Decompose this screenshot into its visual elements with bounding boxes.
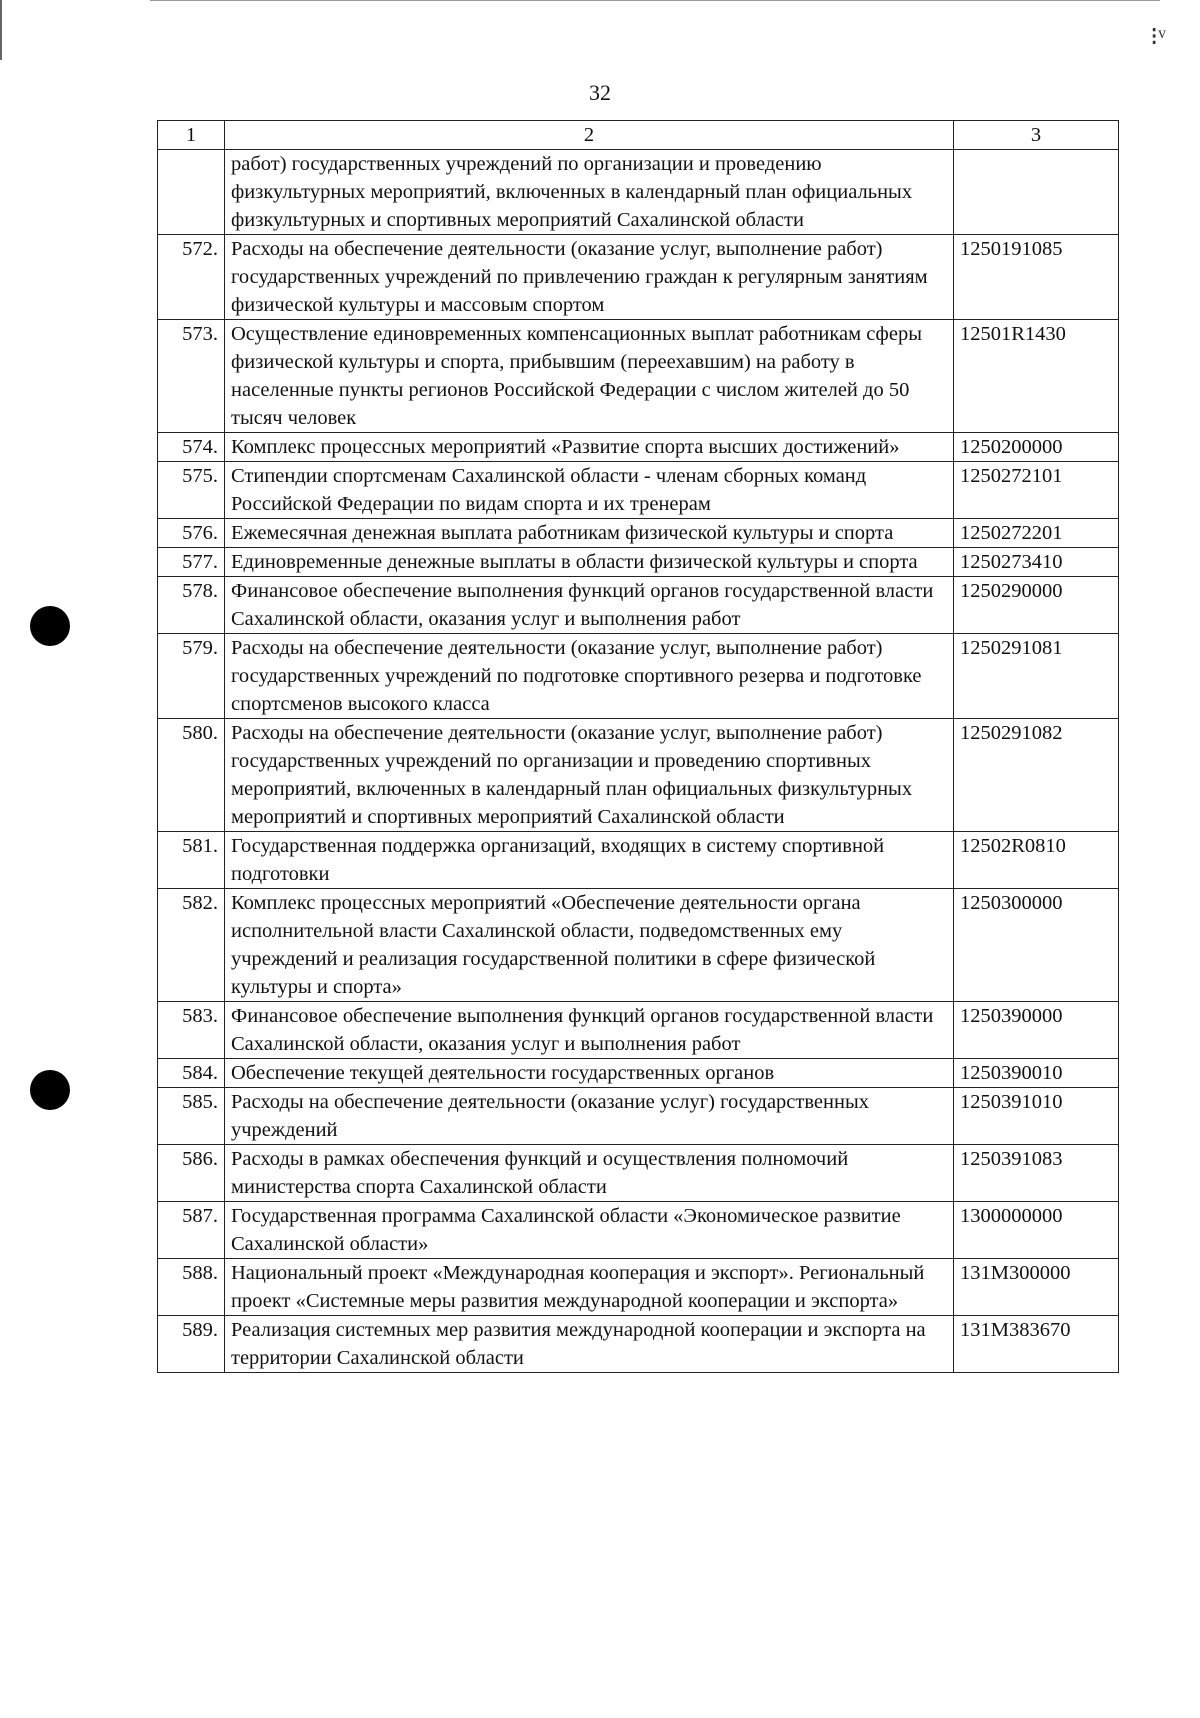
column-header-description: 2 bbox=[225, 121, 954, 150]
column-header-number: 1 bbox=[158, 121, 225, 150]
row-description-cell: Ежемесячная денежная выплата работникам физической культуры и спорта bbox=[225, 519, 954, 548]
row-code-cell bbox=[954, 150, 1119, 235]
row-description-cell: Национальный проект «Международная кооперация и экспорт». Региональный проект «Системные меры развития международной кооперации и экспорта» bbox=[225, 1259, 954, 1316]
table-row bbox=[158, 634, 1119, 719]
table-row bbox=[158, 1059, 1119, 1088]
row-code-cell: 12502R0810 bbox=[954, 832, 1119, 889]
table-row bbox=[158, 1145, 1119, 1202]
table-row bbox=[158, 577, 1119, 634]
table-row bbox=[158, 462, 1119, 519]
corner-handwritten-mark: ⁝ᵛ bbox=[1150, 22, 1166, 51]
row-description-cell: Финансовое обеспечение выполнения функций органов государственной власти Сахалинской области, оказания услуг и выполнения работ bbox=[225, 1002, 954, 1059]
table-row bbox=[158, 1202, 1119, 1259]
row-number-cell: 576. bbox=[158, 519, 225, 548]
row-description-cell: Единовременные денежные выплаты в области физической культуры и спорта bbox=[225, 548, 954, 577]
table-body bbox=[158, 150, 1119, 1373]
row-code-cell: 1250391010 bbox=[954, 1088, 1119, 1145]
row-description-cell: Обеспечение текущей деятельности государственных органов bbox=[225, 1059, 954, 1088]
row-number-cell: 578. bbox=[158, 577, 225, 634]
row-code-cell: 131M300000 bbox=[954, 1259, 1119, 1316]
row-code-cell: 1250273410 bbox=[954, 548, 1119, 577]
table-row bbox=[158, 519, 1119, 548]
row-code-cell: 12501R1430 bbox=[954, 320, 1119, 433]
row-code-cell: 1250272201 bbox=[954, 519, 1119, 548]
row-number-cell: 574. bbox=[158, 433, 225, 462]
row-number-cell: 573. bbox=[158, 320, 225, 433]
page-left-edge-mark bbox=[0, 0, 2, 60]
row-code-cell: 1250191085 bbox=[954, 235, 1119, 320]
row-description-cell: Расходы на обеспечение деятельности (оказание услуг, выполнение работ) государственных учреждений по привлечению граждан к регулярным занятиям физической культуры и массовым спортом bbox=[225, 235, 954, 320]
punch-hole-upper bbox=[30, 606, 70, 646]
row-number-cell: 588. bbox=[158, 1259, 225, 1316]
row-description-cell: Стипендии спортсменам Сахалинской области - членам сборных команд Российской Федерации по видам спорта и их тренерам bbox=[225, 462, 954, 519]
row-number-cell: 581. bbox=[158, 832, 225, 889]
row-description-cell: Реализация системных мер развития международной кооперации и экспорта на территории Сахалинской области bbox=[225, 1316, 954, 1373]
row-code-cell: 1250391083 bbox=[954, 1145, 1119, 1202]
row-description-cell: Комплекс процессных мероприятий «Обеспечение деятельности органа исполнительной власти Сахалинской области, подведомственных ему учреждений и реализация государственной политики в сфере физической культуры и спорта» bbox=[225, 889, 954, 1002]
row-number-cell: 583. bbox=[158, 1002, 225, 1059]
table-row bbox=[158, 889, 1119, 1002]
page-top-edge-line bbox=[150, 0, 1160, 1]
table-row bbox=[158, 1316, 1119, 1373]
row-description-cell: Осуществление единовременных компенсационных выплат работникам сферы физической культуры и спорта, прибывшим (переехавшим) на работу в населенные пункты регионов Российской Федерации с числом жителей до 50 тысяч человек bbox=[225, 320, 954, 433]
row-code-cell: 1250300000 bbox=[954, 889, 1119, 1002]
row-number-cell bbox=[158, 150, 225, 235]
row-code-cell: 1250200000 bbox=[954, 433, 1119, 462]
row-code-cell: 1300000000 bbox=[954, 1202, 1119, 1259]
table-row bbox=[158, 548, 1119, 577]
row-code-cell: 1250390010 bbox=[954, 1059, 1119, 1088]
column-header-code: 3 bbox=[954, 121, 1119, 150]
table-row bbox=[158, 1259, 1119, 1316]
row-number-cell: 580. bbox=[158, 719, 225, 832]
table-row bbox=[158, 1088, 1119, 1145]
row-description-cell: Финансовое обеспечение выполнения функций органов государственной власти Сахалинской области, оказания услуг и выполнения работ bbox=[225, 577, 954, 634]
punch-hole-lower bbox=[30, 1070, 70, 1110]
row-description-cell: Комплекс процессных мероприятий «Развитие спорта высших достижений» bbox=[225, 433, 954, 462]
row-number-cell: 577. bbox=[158, 548, 225, 577]
row-description-cell: Расходы в рамках обеспечения функций и осуществления полномочий министерства спорта Сахалинской области bbox=[225, 1145, 954, 1202]
table-row bbox=[158, 320, 1119, 433]
table-header-row bbox=[158, 121, 1119, 150]
table-row bbox=[158, 433, 1119, 462]
row-code-cell: 1250290000 bbox=[954, 577, 1119, 634]
row-number-cell: 586. bbox=[158, 1145, 225, 1202]
table-row bbox=[158, 719, 1119, 832]
row-description-cell: Государственная поддержка организаций, входящих в систему спортивной подготовки bbox=[225, 832, 954, 889]
row-description-cell: работ) государственных учреждений по организации и проведению физкультурных мероприятий, включенных в календарный план официальных физкультурных и спортивных мероприятий Сахалинской области bbox=[225, 150, 954, 235]
budget-classification-table bbox=[157, 120, 1119, 1373]
page-number: 32 bbox=[589, 80, 611, 105]
row-code-cell: 1250390000 bbox=[954, 1002, 1119, 1059]
row-number-cell: 575. bbox=[158, 462, 225, 519]
row-code-cell: 1250291081 bbox=[954, 634, 1119, 719]
row-number-cell: 589. bbox=[158, 1316, 225, 1373]
row-number-cell: 584. bbox=[158, 1059, 225, 1088]
table-row bbox=[158, 150, 1119, 235]
row-code-cell: 1250272101 bbox=[954, 462, 1119, 519]
row-description-cell: Государственная программа Сахалинской области «Экономическое развитие Сахалинской области» bbox=[225, 1202, 954, 1259]
row-code-cell: 1250291082 bbox=[954, 719, 1119, 832]
row-description-cell: Расходы на обеспечение деятельности (оказание услуг, выполнение работ) государственных учреждений по организации и проведению спортивных мероприятий, включенных в календарный план официальных физкультурных мероприятий и спортивных мероприятий Сахалинской области bbox=[225, 719, 954, 832]
row-code-cell: 131M383670 bbox=[954, 1316, 1119, 1373]
row-number-cell: 572. bbox=[158, 235, 225, 320]
table-row bbox=[158, 832, 1119, 889]
row-number-cell: 582. bbox=[158, 889, 225, 1002]
row-description-cell: Расходы на обеспечение деятельности (оказание услуг, выполнение работ) государственных учреждений по подготовке спортивного резерва и подготовке спортсменов высокого класса bbox=[225, 634, 954, 719]
row-number-cell: 585. bbox=[158, 1088, 225, 1145]
row-description-cell: Расходы на обеспечение деятельности (оказание услуг) государственных учреждений bbox=[225, 1088, 954, 1145]
row-number-cell: 587. bbox=[158, 1202, 225, 1259]
table-row bbox=[158, 235, 1119, 320]
table-row bbox=[158, 1002, 1119, 1059]
row-number-cell: 579. bbox=[158, 634, 225, 719]
